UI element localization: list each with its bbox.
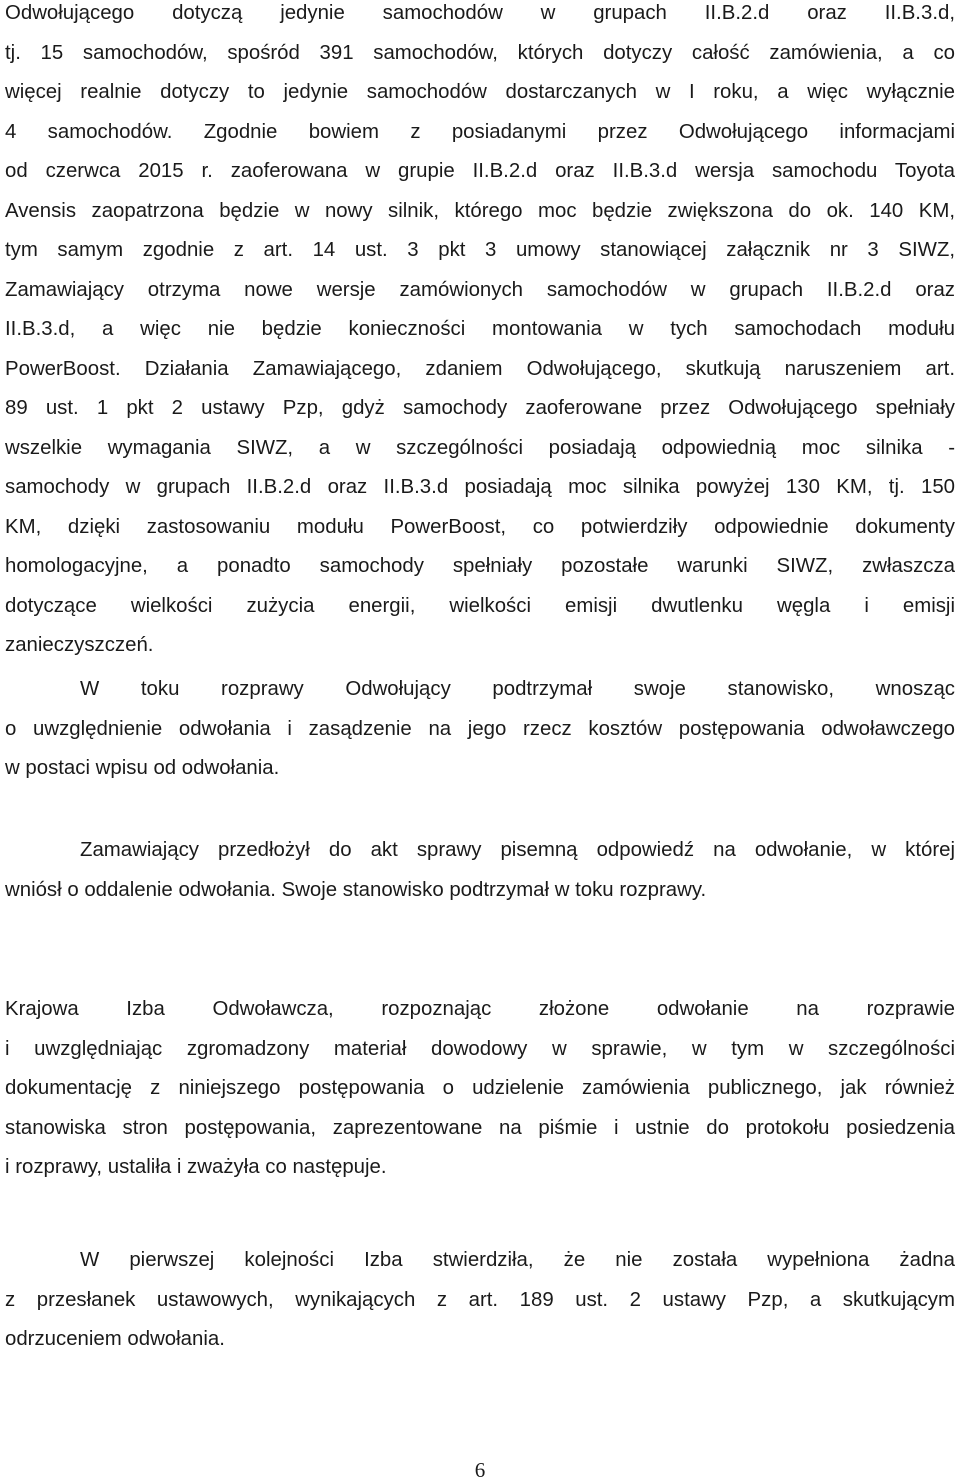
text-line: PowerBoost. Działania Zamawiającego, zdaniem Odwołującego, skutkują naruszeniem art. (5, 357, 955, 380)
text-line: dotyczące wielkości zużycia energii, wielkości emisji dwutlenku węgla i emisji (5, 594, 955, 617)
text-line: wniósł o oddalenie odwołania. Swoje stanowisko podtrzymał w toku rozprawy. (5, 878, 707, 901)
page-number: 6 (474, 1458, 486, 1482)
text-line: w postaci wpisu od odwołania. (5, 757, 280, 779)
text-line: Zamawiający otrzyma nowe wersje zamówionych samochodów w grupach II.B.2.d oraz (5, 278, 955, 301)
paragraph-chamber-statement (5, 1241, 955, 1360)
paragraph-appellant-arguments (5, 0, 955, 666)
text-line: 4 samochodów. Zgodnie bowiem z posiadanymi przez Odwołującego informacjami (5, 120, 955, 143)
text-line: odrzuceniem odwołania. (5, 1328, 225, 1350)
text-line: KM, dzięki zastosowaniu modułu PowerBoost, co potwierdziły odpowiednie dokumenty (5, 515, 955, 538)
text-line: tj. 15 samochodów, spośród 391 samochodów, których dotyczy całość zamówienia, a co (5, 41, 955, 64)
text-line: tym samym zgodnie z art. 14 ust. 3 pkt 3 umowy stanowiącej załącznik nr 3 SIWZ, (5, 239, 955, 261)
text-line: od czerwca 2015 r. zaoferowana w grupie II.B.2.d oraz II.B.3.d wersja samochodu Toyota (5, 160, 955, 182)
text-line: II.B.3.d, a więc nie będzie konieczności montowania w tych samochodach modułu (5, 318, 955, 340)
text-line: 89 ust. 1 pkt 2 ustawy Pzp, gdyż samochody zaoferowane przez Odwołującego spełniały (5, 397, 955, 419)
text-line: Krajowa Izba Odwoławcza, rozpoznając złożone odwołanie na rozprawie (5, 998, 955, 1020)
text-line: i rozprawy, ustaliła i zważyła co następuje. (5, 1156, 387, 1178)
text-line: zanieczyszczeń. (5, 634, 154, 656)
text-line: Avensis zaopatrzona będzie w nowy silnik, którego moc będzie zwiększona do ok. 140 KM, (5, 199, 955, 222)
text-line: W toku rozprawy Odwołujący podtrzymał swoje stanowisko, wnosząc (80, 678, 955, 700)
text-line: wszelkie wymagania SIWZ, a w szczególności posiadają odpowiednią moc silnika - (5, 436, 955, 459)
text-line: o uwzględnienie odwołania i zasądzenie na jego rzecz kosztów postępowania odwoławczego (5, 717, 955, 740)
text-line: Odwołującego dotyczą jedynie samochodów w grupach II.B.2.d oraz II.B.3.d, (5, 2, 955, 24)
text-line: dokumentację z niniejszego postępowania o udzielenie zamówienia publicznego, jak również (5, 1077, 955, 1099)
text-line: z przesłanek ustawowych, wynikających z art. 189 ust. 2 ustawy Pzp, a skutkującym (5, 1288, 955, 1311)
text-line: więcej realnie dotyczy to jedynie samochodów dostarczanych w I roku, a więc wyłącznie (5, 81, 955, 103)
paragraph-hearing-position (5, 670, 955, 789)
text-line: homologacyjne, a ponadto samochody spełniały pozostałe warunki SIWZ, zwłaszcza (5, 555, 955, 577)
text-line: W pierwszej kolejności Izba stwierdziła, że nie została wypełniona żadna (80, 1249, 955, 1271)
paragraph-respondent-reply (5, 831, 955, 910)
text-line: samochody w grupach II.B.2.d oraz II.B.3.d posiadają moc silnika powyżej 130 KM, tj. 150 (5, 476, 955, 498)
text-line: i uwzględniając zgromadzony materiał dowodowy w sprawie, w tym w szczególności (5, 1037, 955, 1060)
text-line: Zamawiający przedłożył do akt sprawy pisemną odpowiedź na odwołanie, w której (80, 839, 955, 861)
paragraph-chamber-findings (5, 990, 955, 1188)
text-line: stanowiska stron postępowania, zaprezentowane na piśmie i ustnie do protokołu posiedzenia (5, 1116, 955, 1139)
